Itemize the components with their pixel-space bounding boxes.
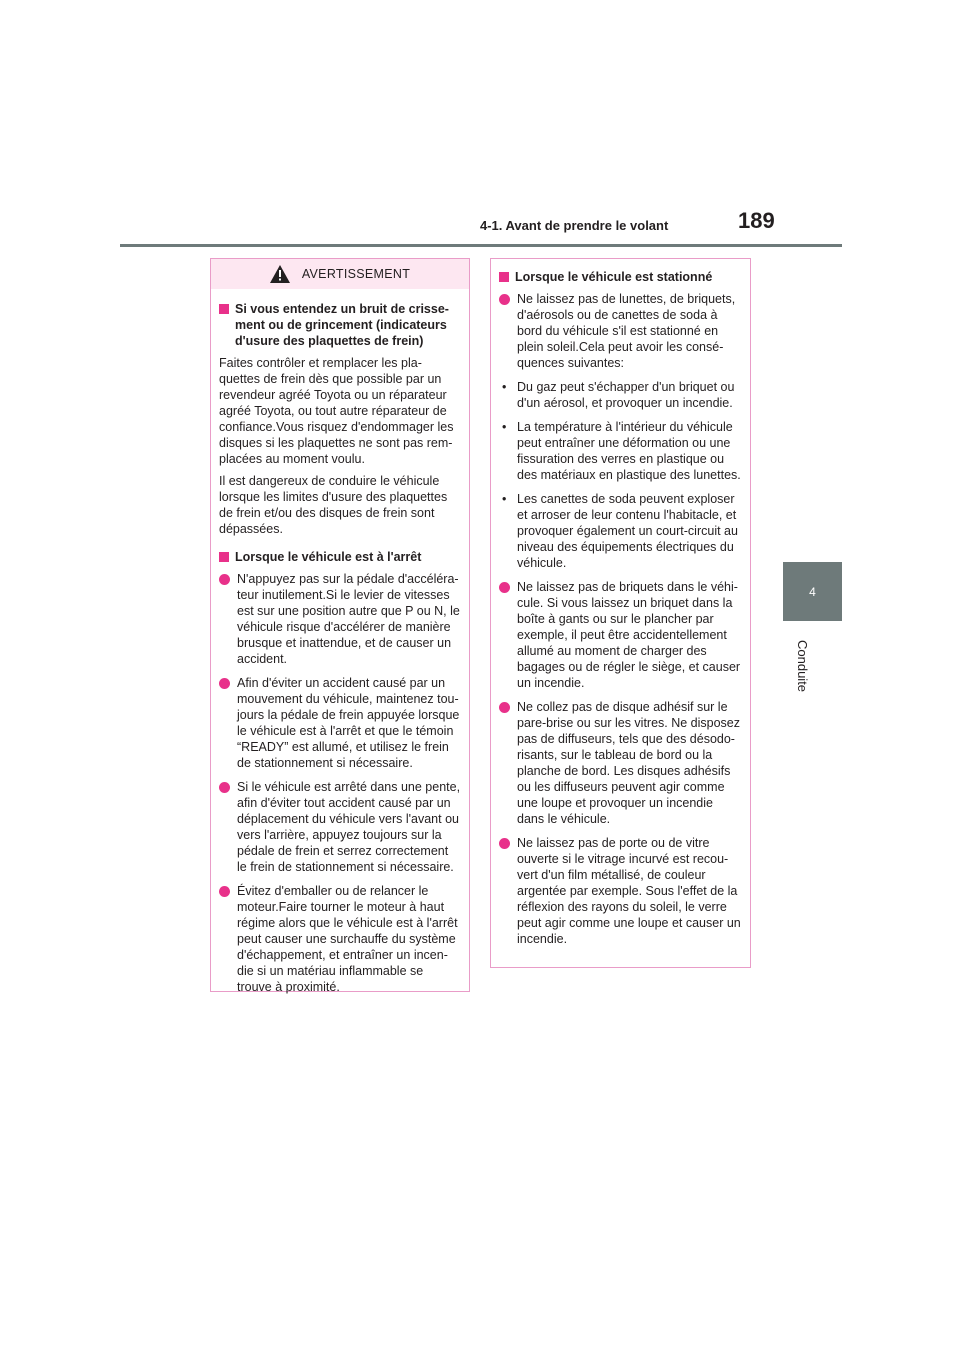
bullet-item: Ne collez pas de disque adhésif sur le pare-brise ou sur les vitres. Ne disposez pas de diffuseurs, tels que des désodo-risants, sur le tableau de bord ou la planche de bord. Les disques adhésifs ou les diffuseurs peuvent agir comme une loupe et provoquer un incendie dans le véhicule. — [499, 699, 742, 827]
section-heading: Lorsque le véhicule est à l'arrêt — [219, 549, 461, 565]
header-rule — [120, 244, 842, 247]
paragraph: Faites contrôler et remplacer les pla-quettes de frein dès que possible par un revendeur agréé Toyota ou un réparateur agréé Toyota, ou tout autre réparateur de confiance.Vous risquez d'endommager les disques si les plaquettes ne sont pas rem-placées au moment voulu. — [219, 356, 454, 466]
header-section: 4-1. Avant de prendre le volant — [480, 218, 669, 233]
sub-item: • Les canettes de soda peuvent exploser et arroser de leur contenu l'habitacle, et provoquer également un court-circuit au niveau des équipements électriques du véhicule. — [499, 491, 742, 571]
bullet-item: N'appuyez pas sur la pédale d'accéléra-teur inutilement.Si le levier de vitesses est sur une position autre que P ou N, le véhicule risque d'accélérer de manière brusque et inattendue, et de causer un accident. — [219, 571, 461, 667]
warning-body — [211, 289, 469, 995]
bullet-item: Ne laissez pas de briquets dans le véhi-cule. Si vous laissez un briquet dans la boîte à gants ou sur le plancher par exemple, il peut être accidentellement allumé au moment de charger des bagages ou de régler le siège, et causer un incendie. — [499, 579, 742, 691]
section-heading: Si vous entendez un bruit de crisse-ment ou de grincement (indicateurs d'usure des plaquettes de frein) — [219, 301, 461, 349]
warning-title: AVERTISSEMENT — [301, 267, 411, 281]
bullet-item: Ne laissez pas de porte ou de vitre ouverte si le vitrage incurvé est recou-vert d'un film métallisé, de couleur argentée par exemple. Sous l'effet de la réflexion des rayons du soleil, le verre peut agir comme une loupe et causer un incendie. — [499, 835, 742, 947]
bullet-item: Afin d'éviter un accident causé par un mouvement du véhicule, maintenez tou-jours la pédale de frein appuyée lorsque le véhicule est à l'arrêt et que le témoin “READY” est allumé, et utilisez le frein de stationnement si nécessaire. — [219, 675, 461, 771]
bullet-item: Évitez d'emballer ou de relancer le moteur.Faire tourner le moteur à haut régime alors que le véhicule est à l'arrêt peut causer une surchauffe du système d'échappement, et entraîner un incen-die si un matériau inflammable se trouve à proximité. — [219, 883, 461, 995]
chapter-title: Conduite — [795, 640, 810, 693]
bullet-item: Ne laissez pas de lunettes, de briquets, d'aérosols ou de canettes de soda à bord du véhicule s'il est stationné en plein soleil.Cela peut avoir les consé-quences suivantes: — [499, 291, 742, 371]
section-heading: Lorsque le véhicule est stationné — [499, 269, 742, 285]
warning-header — [211, 259, 469, 289]
paragraph: Il est dangereux de conduire le véhicule lorsque les limites d'usure des plaquettes de frein et/ou des disques de frein sont dépassées. — [219, 474, 448, 536]
warning-triangle-icon — [270, 265, 290, 283]
chapter-tab — [783, 562, 842, 621]
bullet-item: Si le véhicule est arrêté dans une pente, afin d'éviter tout accident causé par un déplacement du véhicule vers l'avant ou vers l'arrière, appuyez toujours sur la pédale de frein et serrez correctement le frein de stationnement si nécessaire. — [219, 779, 461, 875]
info-box — [490, 258, 751, 968]
sub-item: • Du gaz peut s'échapper d'un briquet ou d'un aérosol, et provoquer un incendie. — [499, 379, 742, 411]
warning-box — [210, 258, 470, 992]
sub-item: • La température à l'intérieur du véhicule peut entraîner une déformation ou une fissuration des verres en plastique ou des matériaux en plastique des lunettes. — [499, 419, 742, 483]
chapter-number: 4 — [809, 584, 816, 599]
page-number: 189 — [738, 208, 775, 233]
